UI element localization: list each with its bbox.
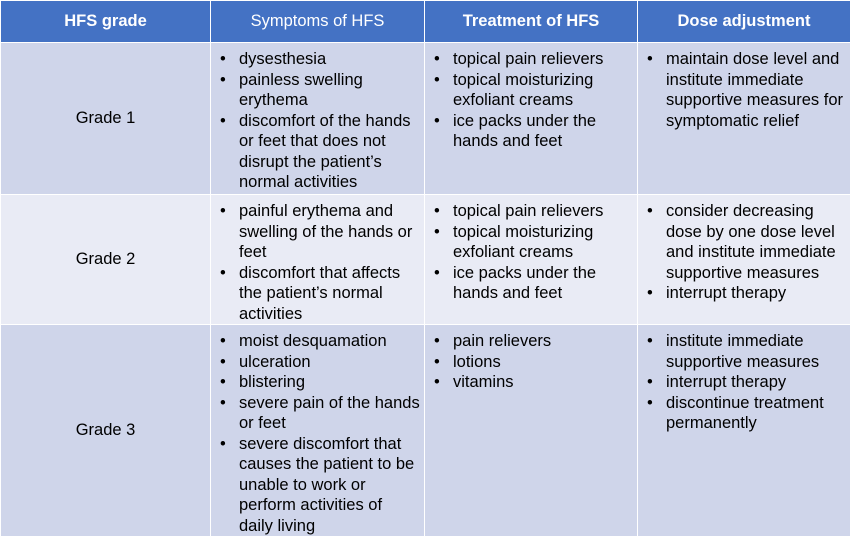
symptoms-cell [211,43,425,195]
treatment-list [431,201,633,304]
list-item: • interrupt therapy [644,283,846,304]
list-item: • severe pain of the hands or feet [217,393,420,434]
treatment-list [431,49,633,152]
list-item: • interrupt therapy [644,372,846,393]
table-row [1,195,850,325]
treatment-list [431,331,633,393]
list-item: • discontinue treatment permanently [644,393,846,434]
grade-cell: Grade 1 [1,43,211,195]
dose-cell [638,195,850,325]
header-symptoms: Symptoms of HFS [211,1,425,43]
list-item: • topical moisturizing exfoliant creams [431,70,633,111]
header-row [1,1,850,43]
list-item: • moist desquamation [217,331,420,352]
symptoms-list [217,49,420,193]
list-item: • lotions [431,352,633,373]
list-item: • topical moisturizing exfoliant creams [431,222,633,263]
symptoms-list [217,331,420,536]
list-item: • painless swelling erythema [217,70,420,111]
symptoms-cell [211,325,425,537]
table-row [1,325,850,537]
header-dose-adjustment: Dose adjustment [638,1,850,43]
dose-list [644,201,846,304]
grade-cell: Grade 3 [1,325,211,537]
treatment-cell [425,43,638,195]
dose-list [644,331,846,434]
list-item: • ulceration [217,352,420,373]
table-row [1,43,850,195]
list-item: • ice packs under the hands and feet [431,263,633,304]
treatment-cell [425,325,638,537]
grade-cell: Grade 2 [1,195,211,325]
symptoms-cell [211,195,425,325]
treatment-cell [425,195,638,325]
list-item: • discomfort of the hands or feet that does not disrupt the patient’s normal activities [217,111,420,193]
list-item: • severe discomfort that causes the patient to be unable to work or perform activities of daily living [217,434,420,537]
header-treatment: Treatment of HFS [425,1,638,43]
header-hfs-grade: HFS grade [1,1,211,43]
list-item: • painful erythema and swelling of the hands or feet [217,201,420,263]
list-item: • maintain dose level and institute immediate supportive measures for symptomatic relief [644,49,846,131]
list-item: • institute immediate supportive measures [644,331,846,372]
list-item: • dysesthesia [217,49,420,70]
list-item: • discomfort that affects the patient’s normal activities [217,263,420,325]
list-item: • blistering [217,372,420,393]
list-item: • topical pain relievers [431,201,633,222]
dose-cell [638,43,850,195]
symptoms-list [217,201,420,324]
list-item: • topical pain relievers [431,49,633,70]
list-item: • pain relievers [431,331,633,352]
dose-cell [638,325,850,537]
dose-list [644,49,846,131]
list-item: • consider decreasing dose by one dose level and institute immediate supportive measures [644,201,846,283]
list-item: • vitamins [431,372,633,393]
list-item: • ice packs under the hands and feet [431,111,633,152]
